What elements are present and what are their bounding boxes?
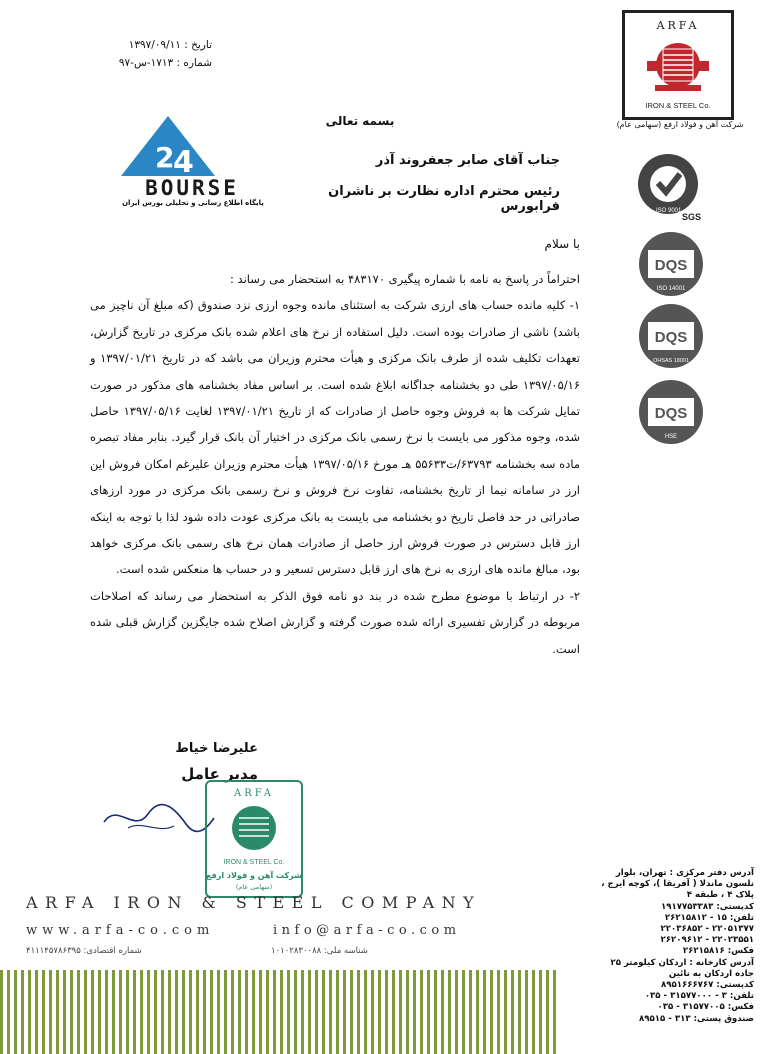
footer-stripe-band	[0, 970, 556, 1054]
cert-brand: DQS	[654, 329, 688, 346]
company-address-block	[566, 868, 754, 1025]
signatory-name: علیرضا خیاط	[175, 741, 258, 756]
arfa-logo	[622, 10, 734, 120]
address-line: کدپستی: ۸۹۵۱۶۶۶۷۶۷	[660, 980, 754, 991]
address-line: آدرس دفتر مرکزی : تهران، بلوار	[615, 868, 754, 878]
address-line: کدپستی: ۱۹۱۷۷۵۳۳۸۳	[660, 901, 754, 912]
letter-date: تاریخ : ۱۳۹۷/۰۹/۱۱	[128, 39, 212, 51]
stamp-graphic	[207, 782, 301, 896]
company-website: www.arfa-co.com	[26, 923, 215, 938]
address-line: پلاک ۴ ، طبقه ۴	[686, 890, 754, 901]
letter-body	[90, 266, 580, 662]
svg-text:2: 2	[155, 141, 175, 174]
letter-intro: احتراماً در پاسخ به نامه با شماره پیگیری ۴۸۳۱۷۰ به استحضار می رساند :	[230, 272, 580, 286]
cert-label: HSE	[664, 434, 678, 440]
company-name: ARFA IRON & STEEL COMPANY	[26, 893, 482, 912]
arfa-logo-word: ARFA	[656, 19, 700, 32]
arfa-logo-caption: شرکت آهن و فولاد ارفع (سهامی عام)	[616, 120, 744, 129]
cert-brand: DQS	[654, 257, 688, 274]
stamp-sub: IRON & STEEL Co.	[223, 859, 285, 866]
arfa-logo-graphic	[625, 13, 731, 117]
address-line: آدرس کارخانه : اردکان کیلومتر ۲۵	[610, 957, 754, 968]
address-line: جاده اردکان به نائین	[668, 968, 754, 979]
stamp-fa: شرکت آهن و فولاد ارفع	[207, 871, 301, 880]
economic-code: شماره اقتصادی: ۴۱۱۱۴۵۷۸۶۳۹۵	[26, 946, 142, 956]
company-stamp	[205, 780, 303, 898]
address-line: فکس: ۲۶۲۱۵۸۱۶	[682, 946, 754, 957]
letter-meta	[92, 36, 212, 72]
cert-brand: DQS	[654, 405, 688, 422]
address-line: ۲۲۰۵۱۳۷۷ - ۲۲۰۳۶۸۵۲	[660, 924, 754, 935]
letter-paragraph-1: ۱- کلیه مانده حساب های ارزی شرکت به استثنای مانده وجوه ارزی نزد صندوق (که مبلغ آن ناچیز می باشد) ناشی از صادرات بوده است. دلیل استفاده از نرخ های اعلام شده بانک مرکزی در تاریخ گزارش، تعهدات تکلیف شده از طرف بانک مرکزی و هیأت محترم وزیران می باشد که در تاریخ ۱۳۹۷/۰۱/۲۱ و ۱۳۹۷/۰۵/۱۶ طی دو بخشنامه جداگانه ابلاغ شده است. بر اساس مفاد بخشنامه های مذکور در صورت تمایل شرکت ها به فروش وجوه حاصل از صادرات که از تاریخ ۱۳۹۷/۰۱/۲۱ لغایت ۱۳۹۷/۰۵/۱۶ حاصل شده، وجوه مذکور می بایست با نرخ رسمی بانک مرکزی در اختیار آن بانک قرار گیرد. بنابر مفاد تبصره ماده سه بخشنامه ۶۳۷۹۳/ت۵۵۶۳۳ هـ مورخ ۱۳۹۷/۰۵/۱۶ هیأت محترم وزیران علیرغم امکان فروش این ارز در سامانه نیما از تاریخ بخشنامه، تفاوت نرخ فروش و نرخ رسمی بانک مرکزی در مورد ارزهای صادراتی در حد فاصل تاریخ دو بخشنامه می بایست به بانک مرکزی عودت داده شود لذا با توجه به اینکه ارز قابل دسترس در صورت فروش ارز حاصل از صادرات همان نرخ های رسمی بانک مرکزی خواهد بود، مبالغ مانده های ارزی به نرخ های ارز قابل دسترس تسعیر و در حساب ها منعکس شده است.	[90, 298, 580, 577]
stamp-word: ARFA	[233, 788, 275, 799]
letter-number: شماره : ۱۷۱۳-س-۹۷	[118, 57, 212, 69]
address-line: ۲۲۰۲۳۵۵۱ - ۲۶۲۰۹۶۱۲	[660, 935, 754, 946]
arfa-logo-sub: IRON & STEEL Co.	[645, 101, 711, 110]
address-line: صندوق پستی: ۳۱۳ - ۸۹۵۱۵	[639, 1013, 754, 1024]
besm-heading: بسمه تعالی	[325, 114, 395, 128]
national-id: شناسه ملی: ۱۰۱۰۲۸۳۰۰۸۸	[271, 946, 368, 956]
bourse-logo-name: BOURSE	[145, 176, 239, 200]
cert-label: OHSAS 18001	[652, 358, 690, 364]
bourse-logo-caption: پایگاه اطلاع رسانی و تحلیلی بورس ایران	[122, 199, 264, 207]
handwritten-signature	[98, 790, 218, 840]
signatory-title: مدیر عامل	[181, 765, 258, 783]
address-line: نلسون ماندلا ( آفریقا )، کوچه ایرج ،	[601, 879, 754, 890]
svg-text:4: 4	[173, 145, 194, 180]
addressee-title: رئیس محترم اداره نظارت بر ناشران فرابورس	[328, 184, 560, 214]
address-line: تلفن: ۳ - ۳۱۵۷۷۰۰۰ - ۰۳۵	[644, 991, 754, 1002]
cert-label: ISO 14001	[656, 286, 686, 292]
hse-dqs-logo	[630, 376, 712, 448]
greeting: با سلام	[544, 237, 580, 251]
cert-label: ISO 9001	[656, 208, 682, 214]
cert-brand: SGS	[682, 212, 702, 222]
stamp-fa-sub: (سهامی عام)	[235, 883, 273, 891]
letter-paragraph-2: ۲- در ارتباط با موضوع مطرح شده در بند دو نامه فوق الذکر به استحضار می رساند که اصلاحات مربوطه در گزارش تفسیری ارائه شده صورت گرفته و گزارش اصلاح شده جایگزین گزارش قبلی شده است.	[90, 588, 580, 656]
address-line: فکس: ۳۱۵۷۷۰۰۵ - ۰۳۵	[657, 1002, 754, 1013]
iso-14001-dqs-logo	[630, 228, 712, 300]
ohsas-18001-dqs-logo	[630, 300, 712, 372]
company-email: info@arfa-co.com	[273, 923, 461, 938]
address-line: تلفن: ۱۵ - ۲۶۲۱۵۸۱۲	[664, 912, 754, 923]
iso-9001-sgs-logo	[630, 150, 712, 222]
addressee-name: جناب آقای صابر جعفروند آذر	[375, 153, 560, 168]
